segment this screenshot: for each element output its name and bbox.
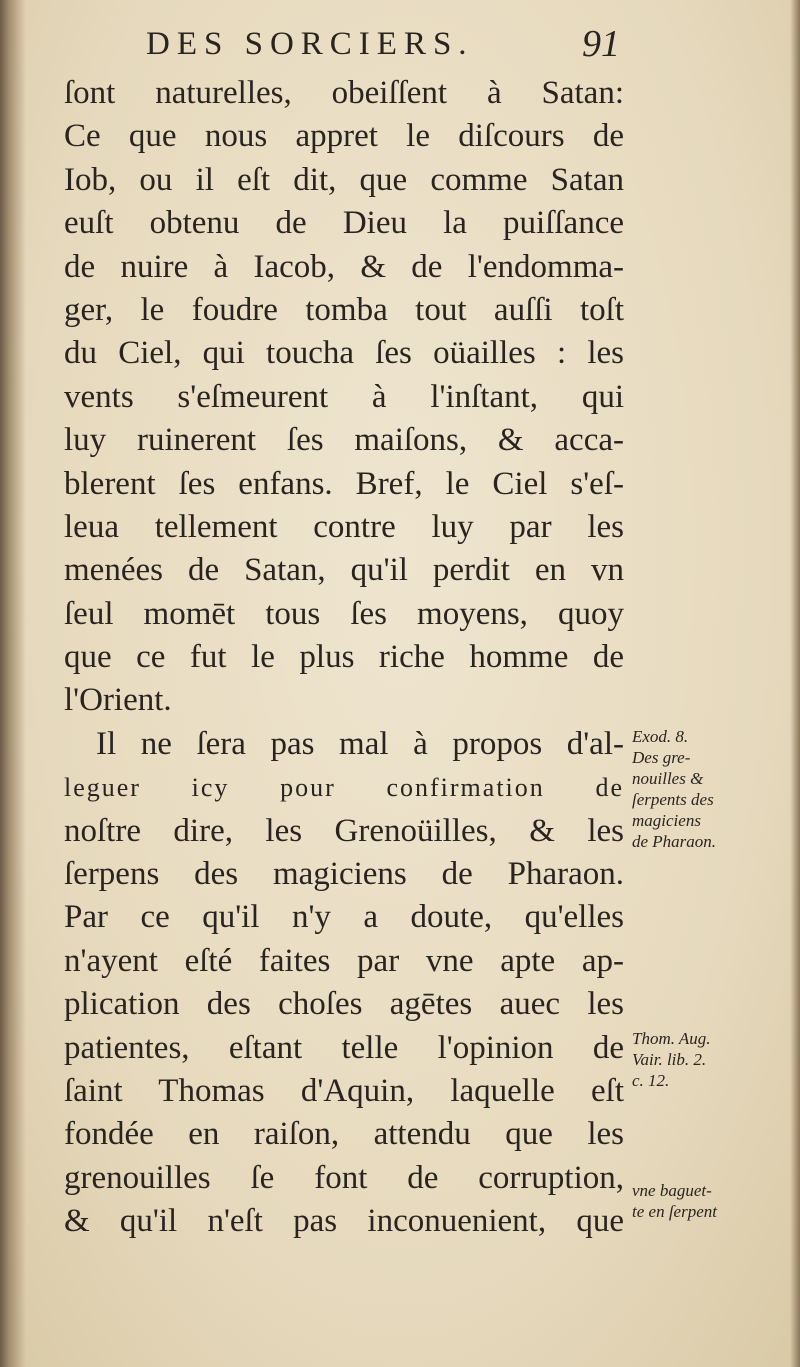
paragraph-start-line: Il ne ſera pas mal à propos d'al- xyxy=(96,725,624,762)
margin-note-exodus xyxy=(632,726,782,852)
text-line: Iob, ou il eſt dit, que comme Satan xyxy=(64,161,624,198)
text-line: euſt obtenu de Dieu la puiſſance xyxy=(64,205,624,242)
margin-note-line: de Pharaon. xyxy=(632,832,717,851)
text-line: Par ce qu'il n'y a doute, qu'elles xyxy=(64,899,624,936)
text-line: luy ruinerent ſes maiſons, & acca- xyxy=(64,422,624,459)
margin-note-line: Vair. lib. 2. xyxy=(632,1050,707,1069)
margin-note-serpent xyxy=(632,1180,782,1222)
text-line: Ce que nous appret le diſcours de xyxy=(64,118,624,155)
text-line: ſeul momēt tous ſes moyens, quoy xyxy=(64,595,624,632)
text-line: ger, le foudre tomba tout auſſi toſt xyxy=(64,291,624,328)
page-number: 91 xyxy=(582,23,620,65)
text-line: du Ciel, qui toucha ſes oüailles : les xyxy=(64,335,624,372)
body-text xyxy=(64,72,624,1244)
gutter-shadow xyxy=(0,0,26,1367)
paragraph-end-line: l'Orient. xyxy=(64,682,172,719)
text-line: fondée en raiſon, attendu que les xyxy=(64,1116,624,1153)
text-line: grenouilles ſe font de corruption, xyxy=(64,1159,624,1196)
margin-note-line: Des gre- xyxy=(632,748,691,767)
text-line: ſaint Thomas d'Aquin, laquelle eſt xyxy=(64,1072,624,1109)
text-line: que ce fut le plus riche homme de xyxy=(64,639,624,676)
margin-note-line: ſerpents des xyxy=(632,790,714,809)
text-line: leguer icy pour confirmation de xyxy=(64,773,624,803)
margin-note-line: vne baguet- xyxy=(632,1181,712,1200)
text-line: plication des choſes agētes auec les xyxy=(64,986,624,1023)
text-line: & qu'il n'eſt pas inconuenient, que xyxy=(64,1203,624,1240)
margin-note-line: te en ſerpent xyxy=(632,1202,717,1221)
page-edge xyxy=(790,0,800,1367)
text-line: de nuire à Iacob, & de l'endomma- xyxy=(64,248,624,285)
text-line: blerent ſes enfans. Bref, le Ciel s'eſ- xyxy=(64,465,624,502)
text-line: ſerpens des magiciens de Pharaon. xyxy=(64,856,624,893)
running-head xyxy=(140,22,620,66)
text-line: vents s'eſmeurent à l'inſtant, qui xyxy=(64,378,624,415)
margin-note-line: Thom. Aug. xyxy=(632,1029,711,1048)
text-line: patientes, eſtant telle l'opinion de xyxy=(64,1029,624,1066)
text-line: menées de Satan, qu'il perdit en vn xyxy=(64,552,624,589)
running-title: DES SORCIERS. xyxy=(146,26,474,62)
text-line: ſont naturelles, obeiſſent à Satan: xyxy=(64,75,624,111)
margin-note-line: c. 12. xyxy=(632,1071,670,1090)
margin-note-line: Exod. 8. xyxy=(632,727,689,746)
margin-note-line: magiciens xyxy=(632,811,701,830)
margin-note-citation xyxy=(632,1028,782,1091)
margin-note-line: nouilles & xyxy=(632,769,704,788)
text-line: n'ayent eſté faites par vne apte ap- xyxy=(64,942,624,979)
text-line: noſtre dire, les Grenoüilles, & les xyxy=(64,812,624,849)
text-line: leua tellement contre luy par les xyxy=(64,508,624,545)
